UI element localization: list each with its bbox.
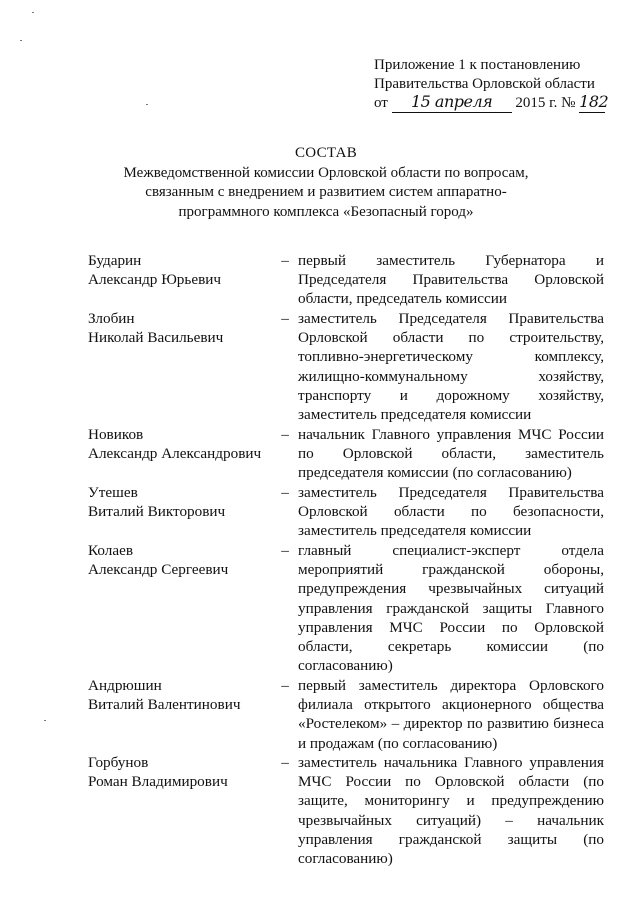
member-given-name: Виталий Валентинович (88, 696, 241, 714)
member-name (88, 251, 273, 289)
member-name (88, 425, 273, 463)
scan-speck (44, 720, 46, 721)
member-name (88, 676, 273, 714)
member-name (88, 753, 273, 791)
member-name (88, 309, 273, 347)
member-role: начальник Главного управления МЧС России по Орловской области, заместитель председателя комиссии (по согласованию) (298, 426, 604, 482)
title-subtitle: Межведомственной комиссии Орловской области по вопросам, связанным с внедрением и развитием систем аппаратно-программного комплекса «Безопасный город» (123, 164, 529, 220)
handwritten-date: 15 апреля (392, 93, 512, 113)
member-role: заместитель Председателя Правительства Орловской области по безопасности, заместитель председателя комиссии (298, 484, 604, 540)
member-surname: Андрюшин (88, 677, 162, 694)
member-role: заместитель Председателя Правительства Орловской области по строительству, топливно-энергетическому комплексу, жилищно-коммунальному хозяйству, транспорту и дорожному хозяйству, заместитель председателя комиссии (298, 310, 604, 424)
member-role: заместитель начальника Главного управления МЧС России по Орловской области (по защите, мониторингу и предупреждению чрезвычайных ситуаций) – начальник управления гражданской защиты (по согласованию) (298, 754, 604, 868)
member-surname: Горбунов (88, 754, 149, 771)
member-given-name: Александр Сергеевич (88, 561, 229, 579)
member-dash: – (281, 426, 289, 443)
member-dash: – (281, 252, 289, 269)
appendix-note (374, 56, 624, 113)
appendix-date-line (374, 93, 624, 113)
appendix-line-1: Приложение 1 к постановлению (374, 57, 581, 73)
date-prefix: от (374, 95, 388, 111)
member-name (88, 541, 273, 579)
member-dash: – (281, 542, 289, 559)
document-title (100, 144, 552, 222)
member-surname: Утешев (88, 484, 138, 501)
member-surname: Новиков (88, 426, 144, 443)
date-year: 2015 г. № (515, 95, 576, 111)
scan-speck (20, 40, 22, 41)
member-dash: – (281, 310, 289, 327)
appendix-line-2: Правительства Орловской области (374, 75, 595, 92)
member-given-name: Николай Васильевич (88, 329, 224, 347)
member-given-name: Виталий Викторович (88, 503, 226, 521)
member-role: первый заместитель директора Орловского филиала открытого акционерного общества «Ростелеком» – директор по развитию бизнеса и продажам (по согласованию) (298, 677, 604, 752)
member-given-name: Александр Юрьевич (88, 271, 222, 289)
member-surname: Злобин (88, 310, 135, 327)
member-role: главный специалист-эксперт отдела мероприятий гражданской обороны, предупреждения чрезвычайных ситуаций управления гражданской защиты Главного управления МЧС России по Орловской области, секретарь комиссии (по согласованию) (298, 542, 604, 675)
member-given-name: Роман Владимирович (88, 773, 228, 791)
member-surname: Бударин (88, 252, 142, 269)
member-name (88, 483, 273, 521)
member-dash: – (281, 677, 289, 694)
member-dash: – (281, 484, 289, 501)
member-given-name: Александр Александрович (88, 445, 262, 463)
member-dash: – (281, 754, 289, 771)
member-role: первый заместитель Губернатора и Председателя Правительства Орловской области, председатель комиссии (298, 252, 604, 308)
scan-speck (32, 12, 34, 13)
scan-speck (146, 104, 148, 105)
handwritten-number: 182 (579, 92, 609, 111)
member-surname: Колаев (88, 542, 133, 559)
title-heading: СОСТАВ (294, 145, 358, 161)
